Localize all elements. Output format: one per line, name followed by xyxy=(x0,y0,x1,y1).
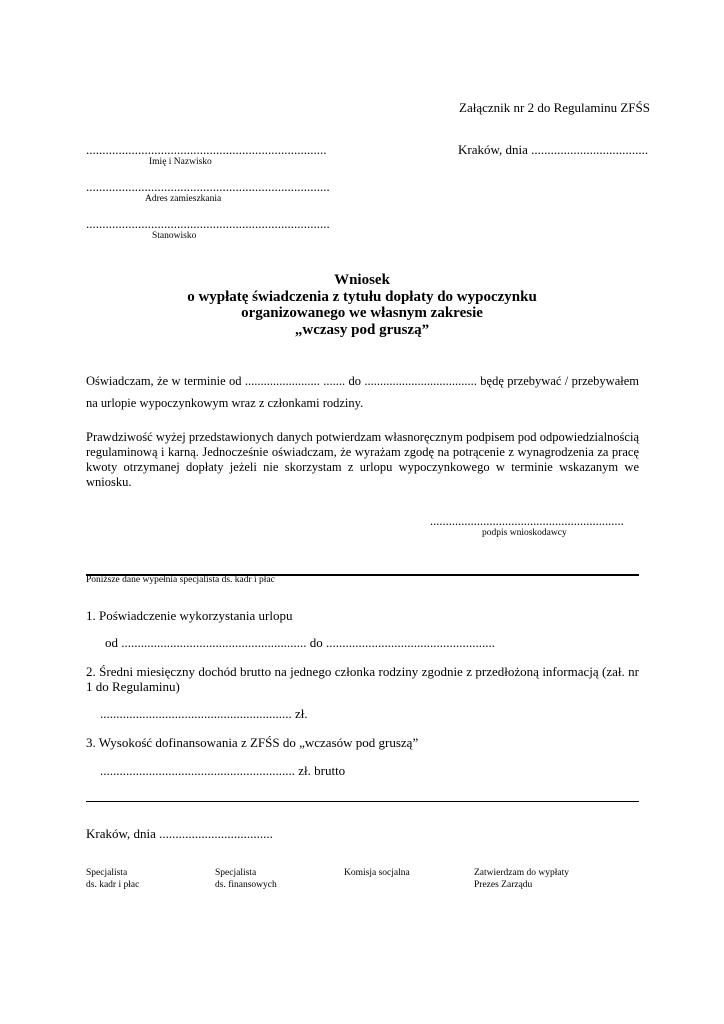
name-field-caption: Imię i Nazwisko xyxy=(149,157,212,167)
title-line-2: o wypłatę świadczenia z tytułu dopłaty do wypoczynku xyxy=(187,288,537,305)
address-field-caption: Adres zamieszkania xyxy=(145,194,222,204)
signatory-committee xyxy=(344,867,410,879)
signatory-hr-line2: ds. kadr i płac xyxy=(86,880,140,890)
position-field-caption: Stanowisko xyxy=(152,231,197,241)
annex-reference: Załącznik nr 2 do Regulaminu ZFŚS xyxy=(459,100,651,115)
section-divider-bottom xyxy=(86,801,639,802)
document-title xyxy=(0,272,724,338)
signatory-committee-line1: Komisja socjalna xyxy=(344,868,410,878)
signatory-approval xyxy=(474,867,569,891)
declaration-line-1[interactable]: Oświadczam, że w terminie od ........................ ....... do .................................... będę przebywać / przebywałem xyxy=(86,374,639,388)
footer-place-date[interactable]: Kraków, dnia ................................... xyxy=(86,826,273,841)
signature-line[interactable]: .............................................................. xyxy=(430,514,624,528)
signature-caption: podpis wnioskodawcy xyxy=(482,528,567,538)
signatory-approval-line1: Zatwierdzam do wypłaty xyxy=(474,868,569,878)
address-field-line[interactable]: ........................................................................... xyxy=(86,179,330,194)
item-2-amount-line[interactable]: ........................................................... zł. xyxy=(100,706,308,721)
signatory-hr-line1: Specjalista xyxy=(86,868,128,878)
title-line-3: organizowanego we własnym zakresie xyxy=(241,305,483,321)
item-2-text xyxy=(86,664,639,694)
item-1-title: 1. Poświadczenie wykorzystania urlopu xyxy=(86,608,293,623)
declaration-line-2: na urlopie wypoczynkowym wraz z członkami rodziny. xyxy=(86,396,364,410)
signatory-finance-line2: ds. finansowych xyxy=(215,880,277,890)
section-divider-top xyxy=(86,574,639,576)
signatory-hr xyxy=(86,867,139,891)
name-field-line[interactable]: .......................................................................... xyxy=(86,142,327,157)
signatory-finance-line1: Specjalista xyxy=(215,868,257,878)
title-line-1: Wniosek xyxy=(334,272,390,288)
signatory-approval-line2: Prezes Zarządu xyxy=(474,880,533,890)
item-3-title: 3. Wysokość dofinansowania z ZFŚS do „wczasów pod gruszą” xyxy=(86,735,419,750)
truth-statement: Prawdziwość wyżej przedstawionych danych potwierdzam własnoręcznym podpisem pod odpowiedzialnością regulaminową i karną. Jednocześnie oświadczam, że wyrażam zgodę na potrącenie z wynagrodzenia za pracę kwoty otrzymanej dopłaty jeżeli nie skorzystam z urlopu wypoczynkowego w terminie wskazanym we wniosku. xyxy=(86,430,639,489)
position-field-line[interactable]: ........................................................................... xyxy=(86,216,330,231)
signatory-finance xyxy=(215,867,277,891)
place-date-field[interactable]: Kraków, dnia .................................... xyxy=(458,142,649,157)
title-line-4: „wczasy pod gruszą” xyxy=(294,321,430,338)
item-2-text-content: 2. Średni miesięczny dochód brutto na jednego członka rodziny zgodnie z przedłożoną informacją (zał. nr 1 do Regulaminu) xyxy=(86,664,639,694)
hr-note: Poniższe dane wypełnia specjalista ds. kadr i płac xyxy=(86,575,275,585)
item-1-dates-line[interactable]: od ......................................................... do .................................................... xyxy=(105,635,495,650)
item-3-amount-line[interactable]: ............................................................ zł. brutto xyxy=(100,763,346,778)
